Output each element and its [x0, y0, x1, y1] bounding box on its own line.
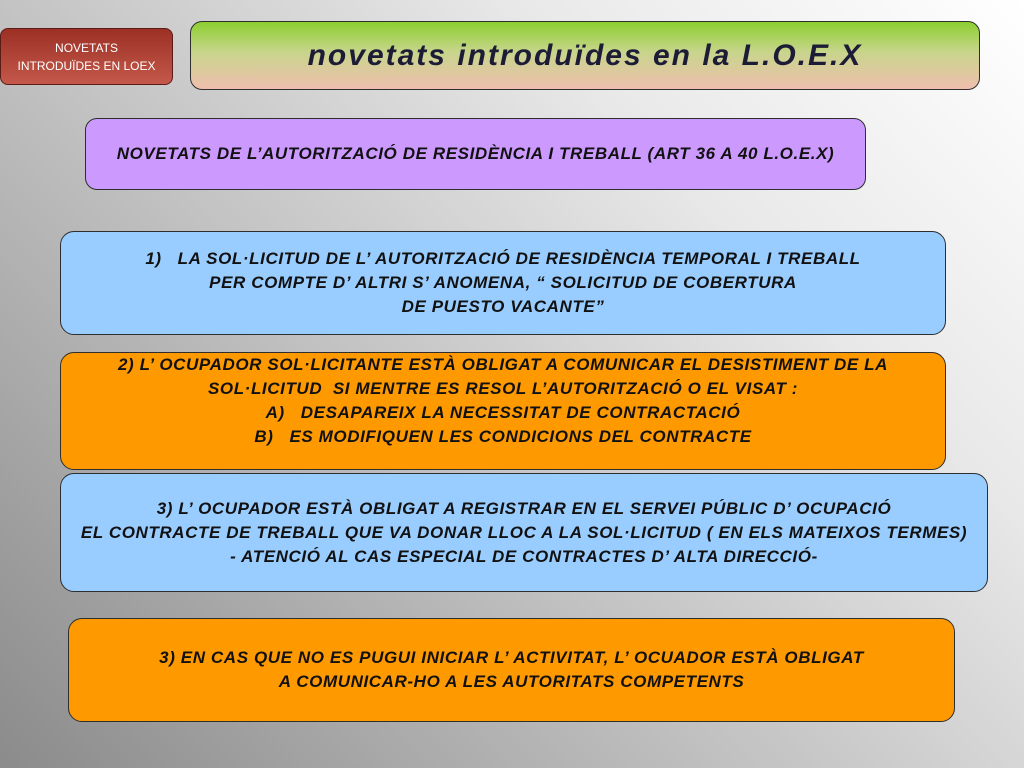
slide-title: novetats introduïdes en la L.O.E.X: [307, 38, 863, 72]
point-2-sub-item-a: A) DESAPAREIX LA NECESSITAT DE CONTRACTACIÓ: [265, 403, 741, 422]
nav-button-label-line-2: INTRODUÏDES EN LOEX: [17, 58, 156, 73]
nav-button-label-line-1: NOVETATS: [55, 40, 118, 55]
point-4-line-1: 3) EN CAS QUE NO ES PUGUI INICIAR L’ ACTIVITAT, L’ OCUADOR ESTÀ OBLIGAT: [159, 648, 864, 667]
point-1-line-1: 1) LA SOL·LICITUD DE L’ AUTORITZACIÓ DE RESIDÈNCIA TEMPORAL I TREBALL: [145, 249, 861, 268]
point-box-1: [60, 231, 946, 335]
point-3-line-1: 3) L’ OCUPADOR ESTÀ OBLIGAT A REGISTRAR EN EL SERVEI PÚBLIC D’ OCUPACIÓ: [156, 498, 892, 518]
point-4-line-2: A COMUNICAR-HO A LES AUTORITATS COMPETENTS: [278, 672, 745, 691]
section-heading: NOVETATS DE L’AUTORITZACIÓ DE RESIDÈNCIA I TREBALL (ART 36 A 40 L.O.E.X): [116, 144, 835, 163]
point-box-3: [60, 473, 988, 592]
point-2-sub-item-b: B) ES MODIFIQUEN LES CONDICIONS DEL CONTRACTE: [254, 427, 752, 446]
point-box-2: [60, 352, 946, 470]
point-3-line-3: - ATENCIÓ AL CAS ESPECIAL DE CONTRACTES D’ ALTA DIRECCIÓ-: [230, 546, 818, 566]
section-heading-box: [85, 118, 866, 190]
point-1-line-3: DE PUESTO VACANTE”: [401, 297, 605, 316]
point-3-line-2: EL CONTRACTE DE TREBALL QUE VA DONAR LLOC A LA SOL·LICITUD ( EN ELS MATEIXOS TERMES): [80, 522, 968, 542]
point-1-line-2: PER COMPTE D’ ALTRI S’ ANOMENA, “ SOLICITUD DE COBERTURA: [209, 273, 797, 292]
nav-button-novetats[interactable]: [0, 28, 173, 85]
title-banner: [190, 21, 980, 90]
point-2-line-2: SOL·LICITUD SI MENTRE ES RESOL L’AUTORITZACIÓ O EL VISAT :: [207, 379, 799, 398]
point-2-line-1: 2) L’ OCUPADOR SOL·LICITANTE ESTÀ OBLIGAT A COMUNICAR EL DESISTIMENT DE LA: [117, 355, 889, 374]
point-box-4: [68, 618, 955, 722]
